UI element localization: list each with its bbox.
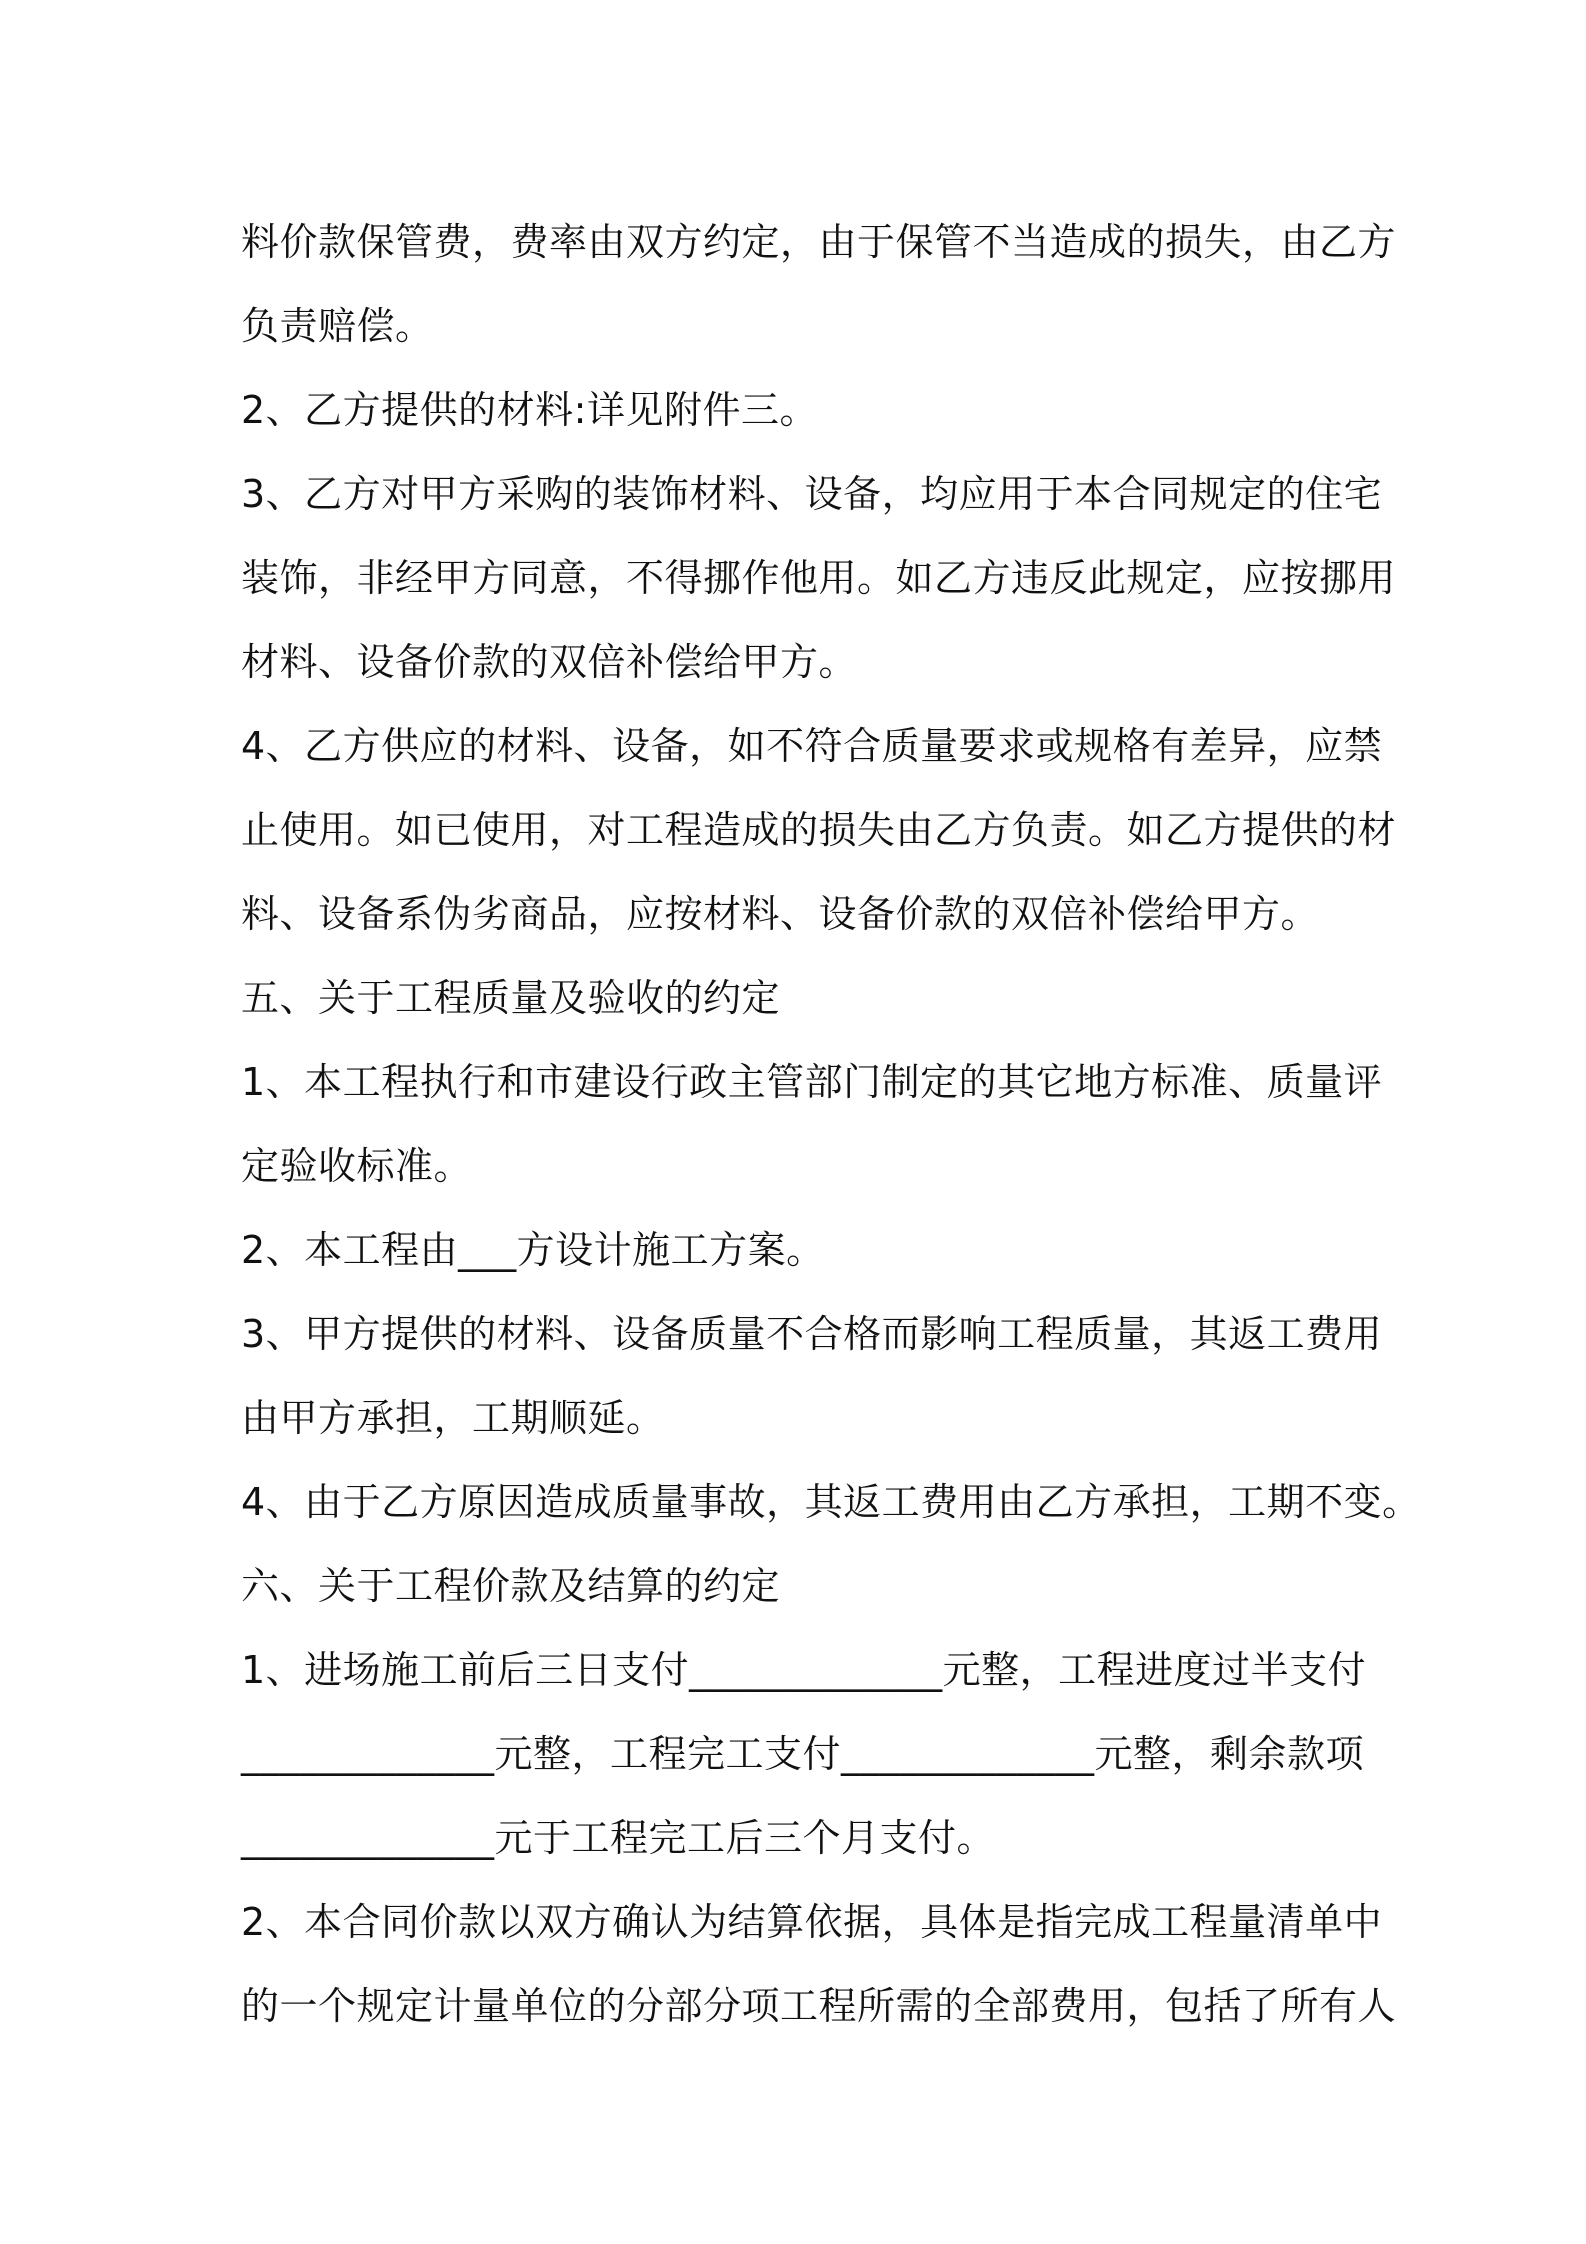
- clause-4-line: 4、由于乙方原因造成质量事故，其返工费用由乙方承担，工期不变。: [241, 1480, 1421, 1524]
- clause-2-line: 2、乙方提供的材料:详见附件三。: [241, 388, 818, 432]
- text-line: 料价款保管费，费率由双方约定，由于保管不当造成的损失，由乙方: [241, 220, 1397, 264]
- text-line: _____________元于工程完工后三个月支付。: [241, 1816, 996, 1860]
- clause-3-line: 3、乙方对甲方采购的装饰材料、设备，均应用于本合同规定的住宅: [241, 472, 1383, 516]
- section-heading-6: 六、关于工程价款及结算的约定: [241, 1564, 781, 1608]
- text-line: 由甲方承担，工期顺延。: [241, 1396, 665, 1440]
- clause-2-line: 2、本工程由___方设计施工方案。: [241, 1228, 825, 1272]
- text-line: 定验收标准。: [241, 1144, 473, 1188]
- text-line: 负责赔偿。: [241, 304, 434, 348]
- text-line: 止使用。如已使用，对工程造成的损失由乙方负责。如乙方提供的材: [241, 808, 1397, 852]
- clause-3-line: 3、甲方提供的材料、设备质量不合格而影响工程质量，其返工费用: [241, 1312, 1383, 1356]
- document-body: [241, 200, 1421, 2048]
- text-line: 料、设备系伪劣商品，应按材料、设备价款的双倍补偿给甲方。: [241, 892, 1320, 936]
- clause-1-line: 1、进场施工前后三日支付_____________元整，工程进度过半支付: [241, 1648, 1367, 1692]
- clause-2-line: 2、本合同价款以双方确认为结算依据，具体是指完成工程量清单中: [241, 1900, 1383, 1944]
- text-line: _____________元整，工程完工支付_____________元整，剩余款项: [241, 1732, 1365, 1776]
- text-line: 装饰，非经甲方同意，不得挪作他用。如乙方违反此规定，应按挪用: [241, 556, 1397, 600]
- clause-4-line: 4、乙方供应的材料、设备，如不符合质量要求或规格有差异，应禁: [241, 724, 1383, 768]
- section-heading-5: 五、关于工程质量及验收的约定: [241, 976, 781, 1020]
- text-line: 材料、设备价款的双倍补偿给甲方。: [241, 640, 858, 684]
- text-line: 的一个规定计量单位的分部分项工程所需的全部费用，包括了所有人: [241, 1984, 1397, 2028]
- clause-1-line: 1、本工程执行和市建设行政主管部门制定的其它地方标准、质量评: [241, 1060, 1383, 1104]
